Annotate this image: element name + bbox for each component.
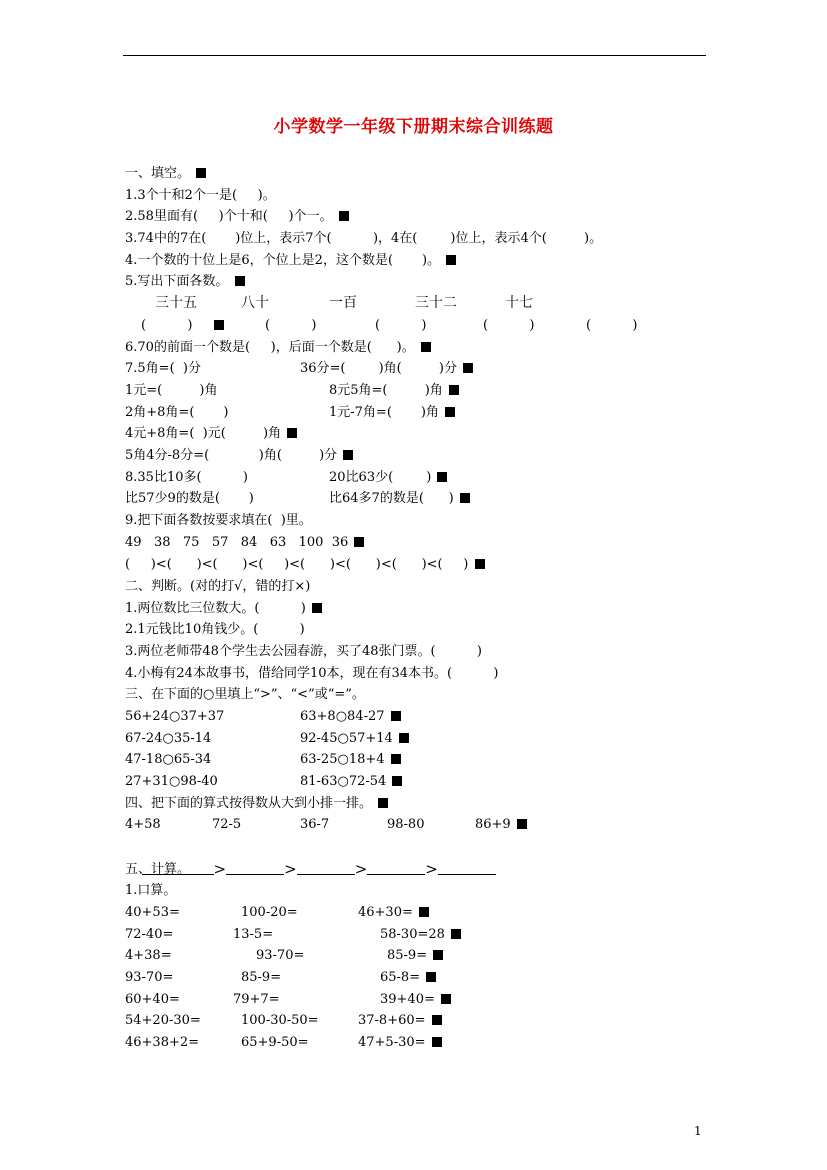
section-heading: 二、判断。(对的打√，错的打×) <box>125 578 311 594</box>
question: 2.58里面有( )个十和( )个一。 <box>125 206 765 228</box>
question: 1.3个十和2个一是( )。 <box>125 187 276 203</box>
square-mark-icon <box>212 315 224 337</box>
section-heading: 四、把下面的算式按得数从大到小排一排。 <box>125 793 765 815</box>
square-mark-icon <box>378 798 388 808</box>
square-mark-icon <box>460 493 470 503</box>
question-row: 8.35比10多( ) 20比63少( ) <box>125 467 765 489</box>
number-word: 十七 <box>505 295 533 312</box>
square-mark-icon <box>517 819 527 829</box>
judgement-item: 3.两位老师带48个学生去公园春游，买了48张门票。( ) <box>125 643 482 659</box>
section-heading: 三、在下面的○里填上“>”、“<”或“=”。 <box>125 687 365 703</box>
question: 4.一个数的十位上是6，个位上是2，这个数是( )。 <box>125 250 765 272</box>
section-heading: 五、计算。 <box>125 861 191 877</box>
judgement-item: 1.两位数比三位数大。( ) <box>125 598 765 620</box>
expression-row: 4+58 72-5 36-7 98-80 86+9 <box>125 814 765 837</box>
square-mark-icon <box>449 385 459 395</box>
ordering-blanks: > > > > <box>125 837 765 859</box>
number-word: 三十二 <box>415 295 457 312</box>
square-mark-icon <box>421 342 431 352</box>
square-mark-icon <box>445 407 455 417</box>
question-row: 7.5角=( )分 36分=( )角( )分 <box>125 358 765 380</box>
square-mark-icon <box>235 276 245 286</box>
compare-row: 27+31○98-40 81-63○72-54 <box>125 771 765 793</box>
square-mark-icon <box>463 363 473 373</box>
question: 9.把下面各数按要求填在( )里。 <box>125 513 312 528</box>
square-mark-icon <box>339 211 349 221</box>
square-mark-icon <box>391 711 401 721</box>
number-word: 三十五 <box>155 295 197 312</box>
answer-blank: ( ) <box>483 317 535 333</box>
question: 3.74中的7在( )位上，表示7个( )，4在( )位上，表示4个( )。 <box>125 231 603 247</box>
compare-row: 67-24○35-14 92-45○57+14 <box>125 728 765 750</box>
calc-row: 46+38+2= 65+9-50= 47+5-30= <box>125 1032 765 1054</box>
square-mark-icon <box>399 733 409 743</box>
calc-row: 93-70= 85-9= 65-8= <box>125 967 765 989</box>
question-row: 5角4分-8分=( )角( )分 <box>125 445 765 467</box>
answer-blank: ( ) <box>586 317 638 333</box>
answer-blanks-row <box>125 315 765 337</box>
square-mark-icon <box>392 776 402 786</box>
comparison-blanks: ( )<( )<( )<( )<( )<( )<( )<( ) <box>125 554 765 576</box>
square-mark-icon <box>312 603 322 613</box>
question-row: 比57少9的数是( ) 比64多7的数是( ) <box>125 488 765 510</box>
square-mark-icon <box>432 1037 442 1047</box>
number-word: 一百 <box>329 295 357 312</box>
answer-blank: ( ) <box>141 317 193 333</box>
square-mark-icon <box>432 1015 442 1025</box>
number-words-row <box>125 293 765 315</box>
calc-row: 4+38= 93-70= 85-9= <box>125 945 765 967</box>
square-mark-icon <box>391 754 401 764</box>
answer-blank: ( ) <box>265 317 317 333</box>
number-list: 49 38 75 57 84 63 100 36 <box>125 532 765 555</box>
section-heading: 一、填空。 <box>125 163 765 185</box>
square-mark-icon <box>433 950 443 960</box>
page-title: 小学数学一年级下册期末综合训练题 <box>273 117 554 137</box>
square-mark-icon <box>475 559 485 569</box>
worksheet-body <box>125 163 765 1054</box>
square-mark-icon <box>451 929 461 939</box>
compare-row: 56+24○37+37 63+8○84-27 <box>125 706 765 728</box>
calc-row: 54+20-30= 100-30-50= 37-8+60= <box>125 1010 765 1032</box>
judgement-item: 4.小梅有24本故事书，借给同学10本，现在有34本书。( ) <box>125 665 499 681</box>
question: 6.70的前面一个数是( )，后面一个数是( )。 <box>125 337 765 359</box>
question-row: 2角+8角=( ) 1元-7角=( )角 <box>125 402 765 424</box>
square-mark-icon <box>419 907 429 917</box>
page-number: 1 <box>694 1124 702 1138</box>
calc-row: 72-40= 13-5= 58-30=28 <box>125 924 765 946</box>
square-mark-icon <box>437 472 447 482</box>
square-mark-icon <box>343 450 353 460</box>
square-mark-icon <box>441 994 451 1004</box>
square-mark-icon <box>354 537 364 547</box>
answer-blank: ( ) <box>375 317 427 333</box>
question-row: 4元+8角=( )元( )角 <box>125 423 765 445</box>
compare-row: 47-18○65-34 63-25○18+4 <box>125 749 765 771</box>
calc-row: 40+53= 100-20= 46+30= <box>125 902 765 924</box>
question: 5.写出下面各数。 <box>125 271 765 293</box>
number-word: 八十 <box>241 295 269 312</box>
header-rule <box>123 55 706 56</box>
subsection-heading: 1.口算。 <box>125 883 177 899</box>
square-mark-icon <box>446 255 456 265</box>
square-mark-icon <box>287 428 297 438</box>
judgement-item: 2.1元钱比10角钱少。( ) <box>125 622 305 638</box>
square-mark-icon <box>196 168 206 178</box>
square-mark-icon <box>426 972 436 982</box>
calc-row: 60+40= 79+7= 39+40= <box>125 989 765 1011</box>
question-row: 1元=( )角 8元5角=( )角 <box>125 380 765 402</box>
